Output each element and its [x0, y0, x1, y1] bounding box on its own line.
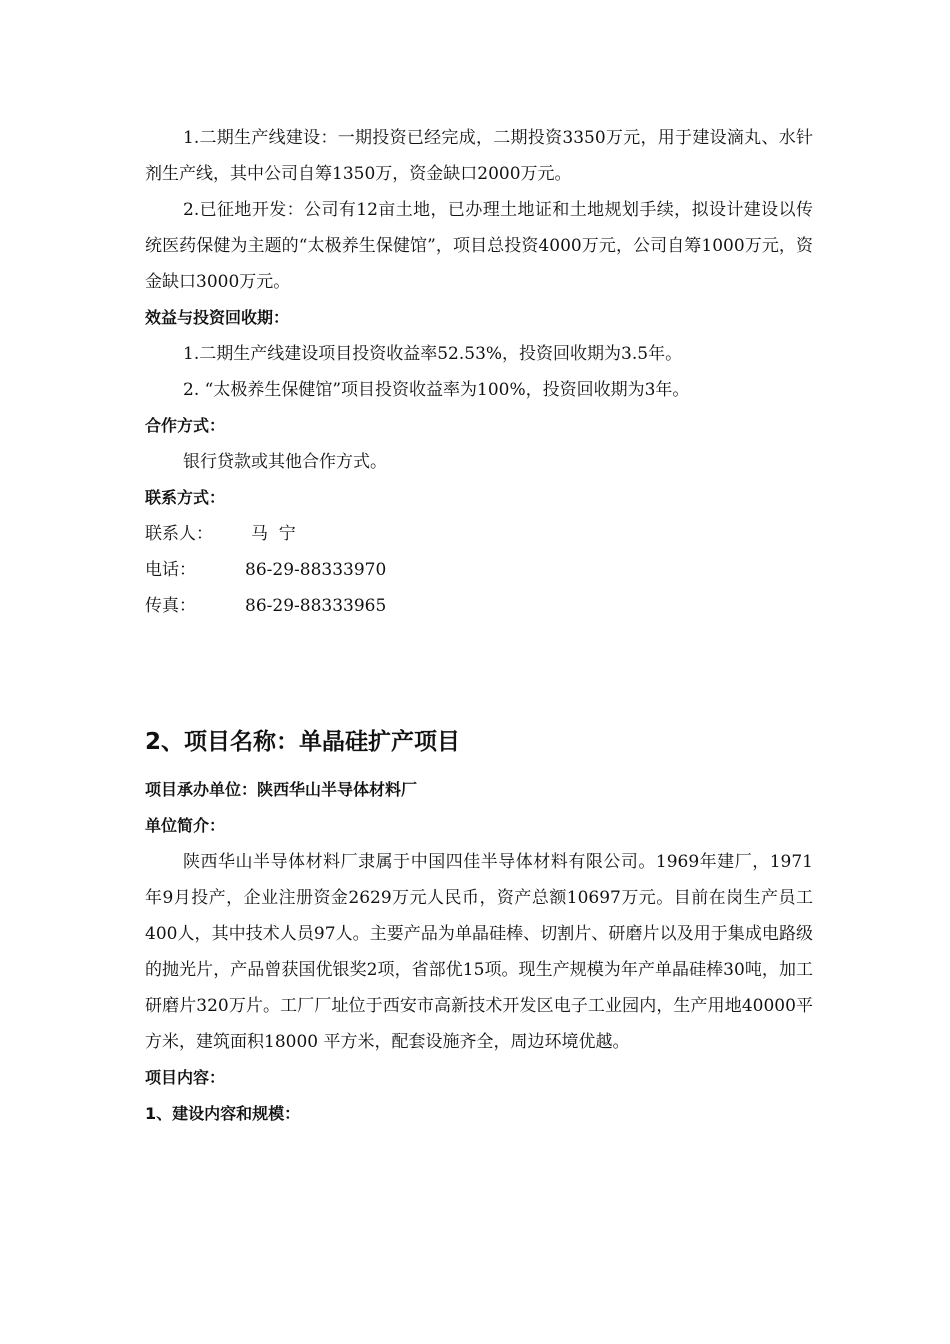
coop-text: 银行贷款或其他合作方式。: [183, 452, 387, 472]
contact-phone-value: 86-29-88333970: [245, 560, 387, 580]
contact-person-row: [145, 516, 813, 552]
contact-fax-value: 86-29-88333965: [245, 596, 387, 616]
investment-item-1: 1.二期生产线建设：一期投资已经完成，二期投资3350万元，用于建设滴丸、水针剂生产线，其中公司自筹1350万，资金缺口2000万元。: [145, 128, 813, 184]
contact-phone-label: 电话：: [145, 560, 196, 580]
investment-item-2: 2.已征地开发：公司有12亩土地，已办理土地证和土地规划手续，拟设计建设以传统医药保健为主题的“太极养生保健馆”，项目总投资4000万元，公司自筹1000万元，资金缺口3000万元。: [145, 200, 813, 292]
project-unit-line: 项目承办单位：陕西华山半导体材料厂: [145, 780, 418, 799]
intro-heading: 单位简介：: [145, 816, 226, 835]
contact-phone-row: [145, 552, 813, 588]
contact-fax-row: [145, 588, 813, 624]
contact-person-label: 联系人：: [145, 524, 213, 544]
project-title: 2、项目名称：单晶硅扩产项目: [145, 729, 461, 755]
contact-fax-label: 传真：: [145, 596, 196, 616]
coop-heading: 合作方式：: [145, 416, 226, 435]
content-heading: 项目内容：: [145, 1068, 226, 1087]
benefit-heading: 效益与投资回收期：: [145, 308, 290, 327]
benefit-item-1: 1.二期生产线建设项目投资收益率52.53%，投资回收期为3.5年。: [183, 344, 683, 364]
construction-subheading: 1、建设内容和规模：: [145, 1104, 301, 1123]
section-gap: [145, 624, 813, 720]
intro-text: 陕西华山半导体材料厂隶属于中国四佳半导体材料有限公司。1969年建厂，1971年9月投产，企业注册资金2629万元人民币，资产总额10697万元。目前在岗生产员工400人，其中技术人员97人。主要产品为单晶硅棒、切割片、研磨片以及用于集成电路级的抛光片，产品曾获国优银奖2项，省部优15项。现生产规模为年产单晶硅棒30吨，加工研磨片320万片。工厂厂址位于西安市高新技术开发区电子工业园内，生产用地40000平方米，建筑面积18000 平方米，配套设施齐全，周边环境优越。: [145, 852, 813, 1052]
document-page: [145, 120, 813, 1132]
benefit-item-2: 2. “太极养生保健馆”项目投资收益率为100%，投资回收期为3年。: [183, 380, 690, 400]
contact-heading: 联系方式：: [145, 488, 226, 507]
contact-person-value: 马 宁: [251, 524, 296, 544]
